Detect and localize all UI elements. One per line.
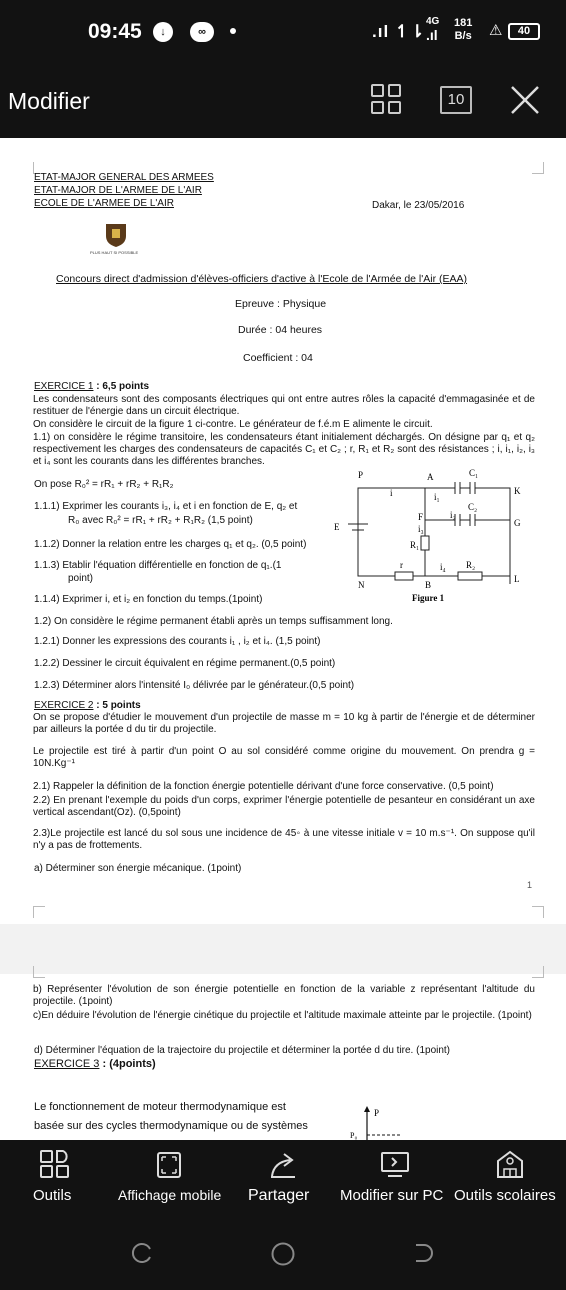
page-corner-mark bbox=[532, 906, 544, 918]
mobile-view-button[interactable] bbox=[116, 1140, 224, 1216]
page-corner-mark bbox=[532, 966, 544, 978]
edit-on-pc-button[interactable] bbox=[340, 1140, 454, 1216]
current-i-label: i bbox=[390, 488, 393, 498]
school-tools-button[interactable] bbox=[454, 1140, 566, 1216]
exercise-1-circuit-text: On considère le circuit de la figure 1 ci-contre. Le générateur de f.é.m E alimente le circuit. bbox=[33, 419, 433, 430]
c2-label: C₂ bbox=[468, 502, 478, 512]
question-2-3-b: b) Représenter l'évolution de son énergie potentielle en fonction de la variable z représentant l'altitude du projectile. (1point) bbox=[33, 984, 535, 1007]
c1-label: C₁ bbox=[469, 468, 479, 478]
page-corner-mark bbox=[532, 162, 544, 174]
back-icon[interactable] bbox=[412, 1241, 436, 1265]
current-i1-label: i₁ bbox=[434, 492, 440, 502]
question-1-1-3-cont: point) bbox=[68, 573, 94, 584]
app-notification-icon: ∞ bbox=[190, 22, 214, 42]
pc-edit-icon bbox=[380, 1150, 410, 1178]
current-i4-label: i₄ bbox=[440, 562, 446, 572]
thumbnails-icon[interactable] bbox=[371, 84, 403, 116]
r-label: r bbox=[400, 560, 403, 570]
page-count-button[interactable]: 10 bbox=[440, 86, 472, 114]
signal-strength-icon: .ıl ↿⇂ bbox=[372, 22, 426, 41]
exam-coefficient: Coefficient : 04 bbox=[243, 352, 313, 364]
exercise-2-intro: On se propose d'étudier le mouvement d'un projectile de masse m = 10 kg à partir de l'énergie et de déterminer par ailleurs la portée d du tir du projectile. bbox=[33, 712, 535, 735]
question-1-2-1: 1.2.1) Donner les expressions des courants i₁ , i₂ et i₄. (1,5 point) bbox=[34, 636, 321, 647]
battery-icon: 40 bbox=[508, 23, 540, 40]
exercise-2-setup: Le projectile est tiré à partir d'un point O au sol considéré comme origine du mouvement. On prendra g = 10N.Kg⁻¹ bbox=[33, 746, 535, 769]
question-1-1: 1.1) on considère le régime transitoire, les condensateurs étant initialement déchargés. On désigne par q₁ et q₂ respectivement les charges des condensateurs de capacités C₁ et C₂ ; r, R₁ et R₂ sont des résistances ; i, i₁, i₂, i₃ et i₄ sont les courants dans les différentes branches. bbox=[33, 432, 535, 467]
system-navigation-bar bbox=[0, 1216, 566, 1290]
recent-apps-icon[interactable] bbox=[130, 1241, 154, 1265]
resistance-definition: On pose R₀² = rR₁ + rR₂ + R₁R₂ bbox=[34, 479, 174, 490]
more-notifications-icon bbox=[230, 28, 236, 34]
page-corner-mark bbox=[33, 906, 45, 918]
tools-icon bbox=[40, 1150, 70, 1178]
node-f-label: F bbox=[418, 512, 424, 522]
status-time: 09:45 bbox=[88, 20, 142, 43]
header-line-3: ECOLE DE L'ARMEE DE L'AIR bbox=[34, 198, 174, 209]
logo-caption: PLUS HAUT SI POSSIBLE bbox=[90, 250, 139, 255]
exercise-1-heading: EXERCICE 1 : 6,5 points bbox=[34, 381, 150, 392]
exercise-1-intro: Les condensateurs sont des composants électriques qui ont entre autres rôles la capacité d'emmagasinée et de restituer de l'énergie dans un circuit électrique. bbox=[33, 394, 535, 417]
network-type: 4G .ıl bbox=[426, 16, 440, 43]
question-1-1-4: 1.1.4) Exprimer i, et i₂ en fonction du temps.(1point) bbox=[34, 594, 263, 605]
school-logo-icon bbox=[104, 222, 128, 248]
question-1-1-1: 1.1.1) Exprimer les courants i₃, i₄ et i en fonction de E, q₂ et bbox=[34, 501, 298, 512]
share-icon bbox=[268, 1150, 298, 1178]
node-n-label: N bbox=[358, 580, 365, 590]
question-1-2-2: 1.2.2) Dessiner le circuit équivalent en régime permanent.(0,5 point) bbox=[34, 658, 336, 669]
node-g-label: G bbox=[514, 518, 521, 528]
exercise-3-line-1: Le fonctionnement de moteur thermodynamique est bbox=[34, 1101, 286, 1113]
r1-label: R₁ bbox=[410, 540, 420, 550]
school-tools-label: Outils scolaires bbox=[454, 1187, 556, 1204]
node-b-label: B bbox=[425, 580, 432, 590]
pressure-axis-label: P bbox=[374, 1108, 380, 1118]
generator-e-label: E bbox=[334, 522, 340, 532]
mobile-view-icon bbox=[156, 1151, 182, 1179]
question-2-3-c: c)En déduire l'évolution de l'énergie cinétique du projectile et l'altitude maximale atteinte par le projectile. (1point) bbox=[33, 1010, 532, 1021]
download-notification-icon: ↓ bbox=[153, 22, 173, 42]
share-button[interactable] bbox=[246, 1140, 322, 1216]
node-p-label: P bbox=[358, 470, 364, 480]
node-k-label: K bbox=[514, 486, 521, 496]
current-i2-label: i₂ bbox=[450, 510, 456, 520]
doc-date: Dakar, le 23/05/2016 bbox=[372, 200, 465, 211]
question-1-2-3: 1.2.3) Déterminer alors l'intensité I₀ délivrée par le générateur.(0,5 point) bbox=[34, 680, 355, 691]
question-2-3-d: d) Déterminer l'équation de la trajectoire du projectile et déterminer la portée d du tire. (1point) bbox=[34, 1045, 451, 1056]
question-1-1-3: 1.1.3) Etablir l'équation différentielle en fonction de q₁.(1 bbox=[34, 560, 282, 571]
node-a-label: A bbox=[427, 472, 434, 482]
question-2-2: 2.2) En prenant l'exemple du poids d'un corps, exprimer l'énergie potentielle de pesanteur en considérant un axe vertical ascendant(Oz). (0,5point) bbox=[33, 795, 535, 818]
exam-subject: Epreuve : Physique bbox=[235, 298, 327, 310]
pv-diagram-figure bbox=[350, 1106, 402, 1140]
school-icon bbox=[496, 1149, 524, 1179]
question-2-3: 2.3)Le projectile est lancé du sol sous une incidence de 45◦ à une vitesse initiale v = 10 m.s⁻¹. On suppose qu'il n'y a pas de frottements. bbox=[33, 828, 535, 851]
exercise-2-heading: EXERCICE 2 : 5 points bbox=[34, 700, 141, 711]
figure-caption: Figure 1 bbox=[412, 593, 445, 603]
tools-label: Outils bbox=[33, 1187, 72, 1204]
status-bar bbox=[0, 0, 566, 62]
p0-label: P₀ bbox=[350, 1131, 358, 1140]
bottom-toolbar bbox=[0, 1140, 566, 1216]
page-corner-mark bbox=[33, 966, 45, 978]
share-label: Partager bbox=[248, 1187, 310, 1204]
alert-icon: ⚠ bbox=[489, 22, 503, 39]
question-2-1: 2.1) Rappeler la définition de la fonction énergie potentielle dérivant d'une force conservative. (0,5 point) bbox=[33, 781, 494, 792]
home-icon[interactable] bbox=[270, 1241, 296, 1267]
mobile-view-label: Affichage mobile bbox=[118, 1187, 222, 1203]
network-speed: 181 B/s bbox=[454, 17, 473, 42]
header-line-1: ETAT-MAJOR GENERAL DES ARMEES bbox=[34, 172, 214, 183]
question-1-2: 1.2) On considère le régime permanent établi après un temps suffisamment long. bbox=[34, 616, 393, 627]
edit-on-pc-label: Modifier sur PC bbox=[340, 1187, 444, 1204]
exam-duration: Durée : 04 heures bbox=[238, 324, 323, 336]
question-1-1-1-cont: R₀ avec R₀² = rR₁ + rR₂ + R₁R₂ (1,5 point) bbox=[68, 515, 253, 526]
page-title: Modifier bbox=[8, 88, 90, 114]
current-i3-label: i₃ bbox=[418, 524, 424, 534]
circuit-figure-1 bbox=[330, 464, 530, 608]
question-1-1-2: 1.1.2) Donner la relation entre les charges q₁ et q₂. (0,5 point) bbox=[34, 539, 307, 550]
question-2-3-a: a) Déterminer son énergie mécanique. (1point) bbox=[34, 863, 242, 874]
document-view[interactable] bbox=[0, 138, 566, 1140]
contest-title: Concours direct d'admission d'élèves-officiers d'active à l'Ecole de l'Armée de l'Air (EAA) bbox=[56, 273, 468, 285]
r2-label: R₂ bbox=[466, 560, 476, 570]
header-line-2: ETAT-MAJOR DE L'ARMEE DE L'AIR bbox=[34, 185, 202, 196]
exercise-3-line-2: basée sur des cycles thermodynamique ou de systèmes bbox=[34, 1120, 308, 1132]
page-number: 1 bbox=[527, 880, 533, 890]
tools-button[interactable] bbox=[28, 1140, 88, 1216]
page-separator bbox=[0, 924, 566, 974]
node-l-label: L bbox=[514, 574, 520, 584]
app-bar bbox=[0, 62, 566, 138]
exercise-3-title: EXERCICE 3 : (4points) bbox=[34, 1058, 156, 1070]
close-icon[interactable] bbox=[509, 84, 541, 116]
